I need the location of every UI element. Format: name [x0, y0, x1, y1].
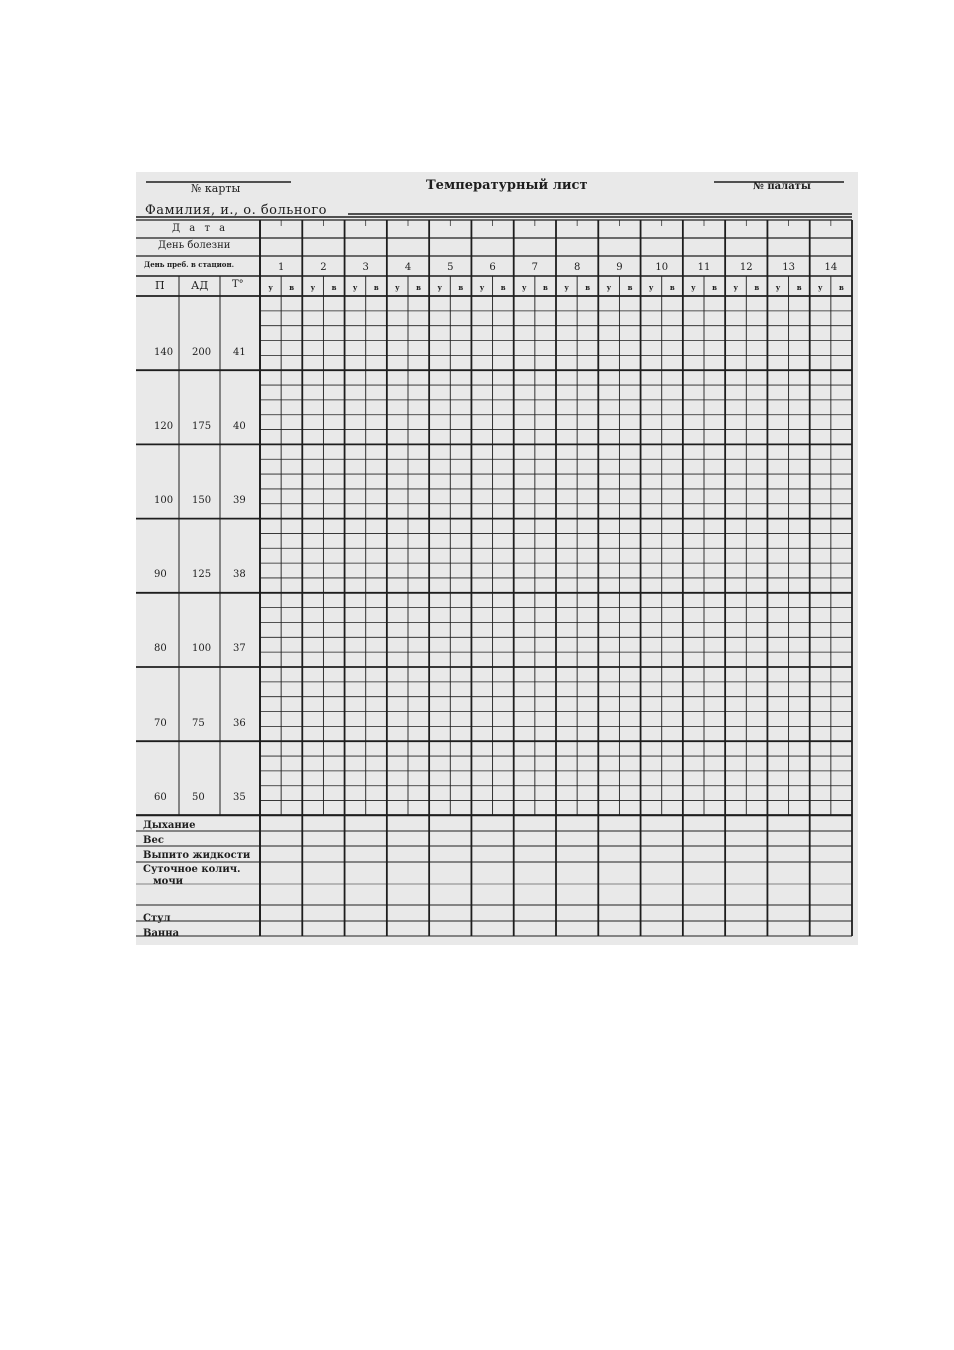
fluid-intake-row-label: Выпито жидкости	[143, 850, 251, 861]
evening-mark: в	[373, 283, 379, 292]
blood-pressure-header: АД	[191, 279, 209, 292]
evening-mark: в	[289, 283, 295, 292]
day-number: 5	[447, 262, 454, 273]
day-number: 14	[824, 262, 838, 273]
morning-mark: у	[775, 283, 781, 292]
temperature-header: Т°	[232, 279, 244, 290]
evening-mark: в	[585, 283, 591, 292]
weight-row-label: Вес	[143, 835, 164, 846]
evening-mark: в	[754, 283, 760, 292]
pulse-value: 90	[154, 569, 167, 580]
day-number: 12	[739, 262, 753, 273]
temp-value: 37	[233, 643, 246, 654]
pulse-value: 100	[154, 495, 174, 506]
evening-mark: в	[712, 283, 718, 292]
day-number: 13	[782, 262, 795, 273]
morning-mark: у	[564, 283, 569, 292]
day-number: 2	[320, 262, 327, 273]
day-number: 8	[573, 262, 581, 273]
bp-value: 125	[192, 569, 212, 580]
patient-name-label: Фамилия, и., о. больного	[145, 203, 327, 218]
bath-row-label: Ванна	[143, 928, 180, 939]
temp-value: 40	[233, 421, 246, 432]
morning-mark: у	[522, 283, 527, 292]
evening-mark: в	[331, 283, 337, 292]
day-number: 11	[697, 262, 711, 273]
pulse-value: 80	[154, 643, 167, 654]
morning-mark: у	[437, 283, 442, 292]
bp-value: 100	[192, 643, 212, 654]
bp-value: 75	[192, 718, 205, 729]
urine-row-label-line2: мочи	[153, 876, 184, 887]
evening-mark: в	[458, 283, 464, 292]
day-number: 9	[616, 262, 623, 273]
pulse-value: 60	[154, 792, 167, 803]
date-row-label: Д а т а	[172, 223, 229, 234]
evening-mark: в	[838, 283, 844, 292]
pulse-header: П	[155, 279, 165, 292]
evening-mark: в	[500, 283, 506, 292]
bp-value: 175	[192, 421, 212, 432]
morning-mark: у	[648, 283, 654, 292]
day-number: 7	[531, 262, 539, 273]
morning-mark: у	[395, 283, 400, 292]
morning-mark: у	[310, 283, 316, 292]
ward-number-label: № палаты	[753, 181, 811, 192]
bp-value: 50	[192, 792, 205, 803]
morning-mark: у	[691, 283, 696, 292]
temp-value: 38	[233, 569, 246, 580]
temp-value: 35	[233, 792, 246, 803]
respiration-row-label: Дыхание	[143, 820, 196, 831]
temp-value: 41	[233, 347, 246, 358]
stool-row-label: Стул	[143, 913, 171, 924]
bp-value: 150	[192, 495, 212, 506]
temperature-sheet	[136, 172, 858, 945]
disease-day-row-label: День болезни	[158, 240, 231, 251]
hospital-day-row-label: День преб. в стацион.	[144, 260, 235, 269]
card-number-label: № карты	[191, 182, 241, 195]
evening-mark: в	[416, 283, 422, 292]
chart-grid	[136, 172, 858, 945]
morning-mark: у	[479, 283, 485, 292]
morning-mark: у	[352, 283, 358, 292]
pulse-value: 70	[154, 718, 167, 729]
morning-mark: у	[268, 283, 273, 292]
day-number: 3	[362, 262, 369, 273]
evening-mark: в	[796, 283, 802, 292]
day-number: 6	[489, 262, 496, 273]
morning-mark: у	[606, 283, 612, 292]
temp-value: 39	[233, 495, 246, 506]
temp-value: 36	[233, 718, 246, 729]
morning-mark: у	[733, 283, 738, 292]
pulse-value: 120	[154, 421, 174, 432]
pulse-value: 140	[154, 347, 174, 358]
day-number: 4	[404, 262, 412, 273]
bp-value: 200	[192, 347, 212, 358]
evening-mark: в	[669, 283, 675, 292]
evening-mark: в	[542, 283, 548, 292]
day-number: 10	[655, 262, 669, 273]
evening-mark: в	[627, 283, 633, 292]
day-number: 1	[277, 262, 285, 273]
morning-mark: у	[818, 283, 823, 292]
sheet-title: Температурный лист	[426, 178, 588, 193]
urine-row-label-line1: Суточное колич.	[143, 864, 241, 875]
